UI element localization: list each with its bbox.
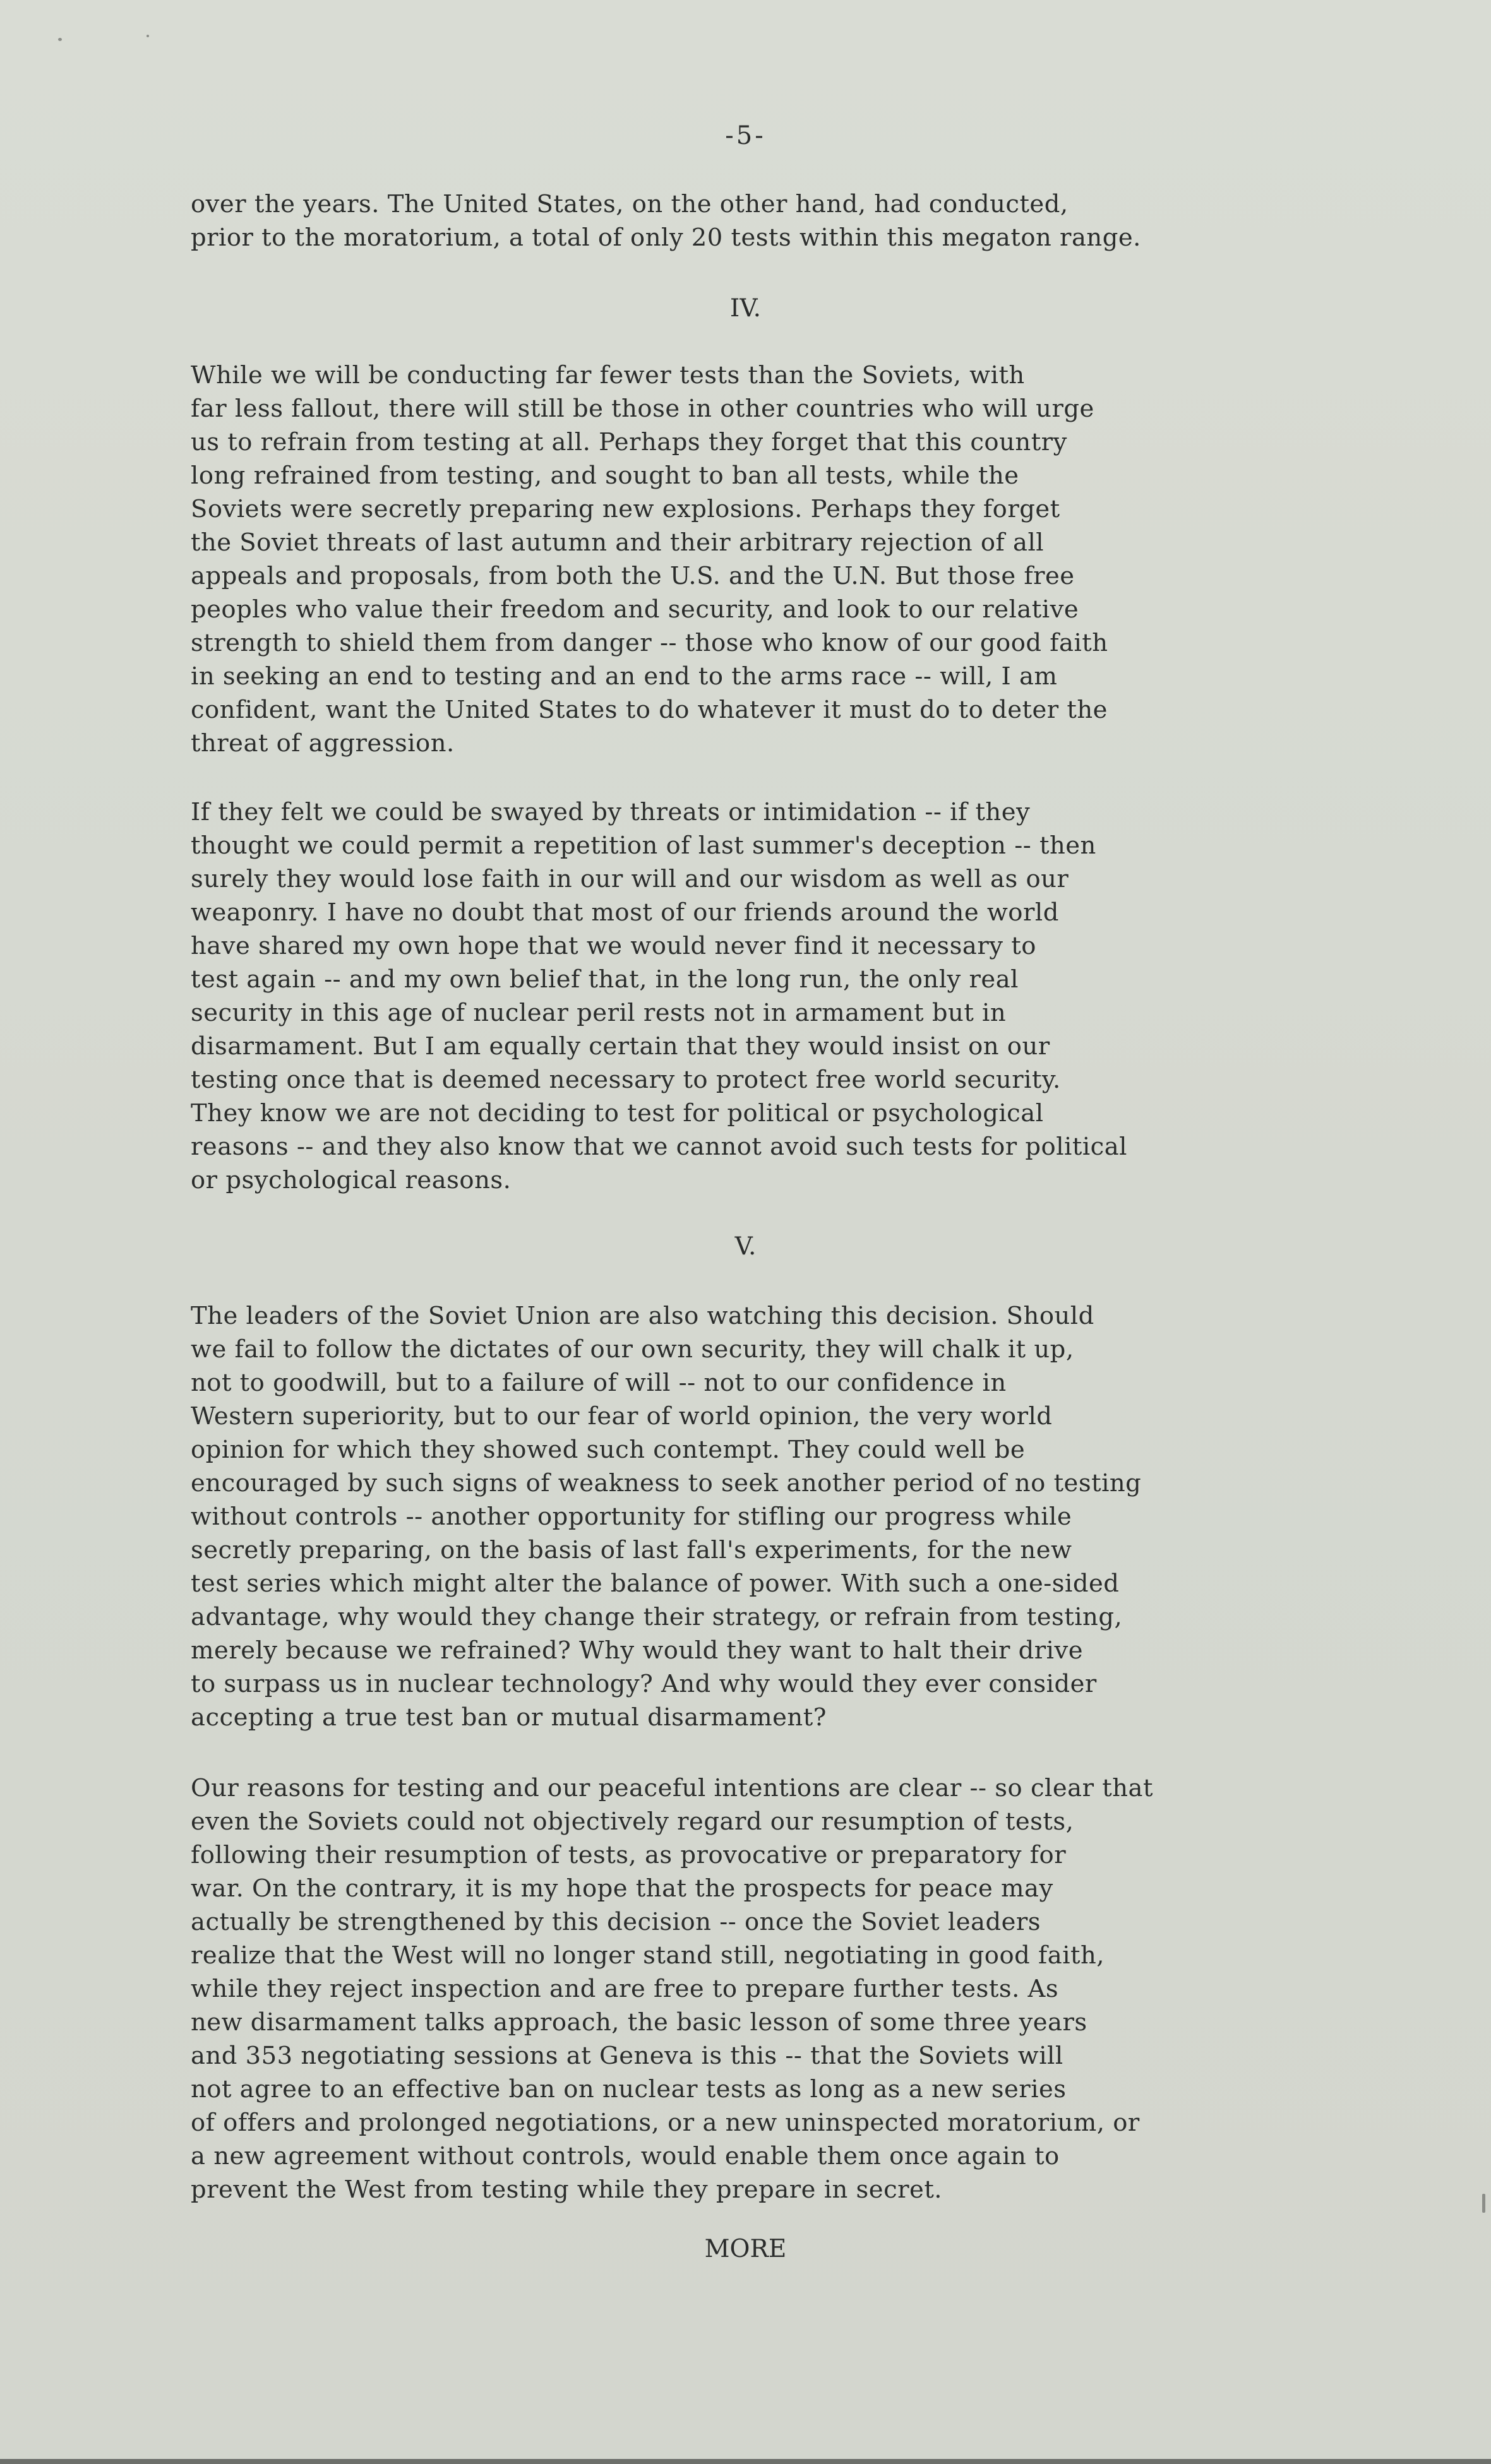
text-line: not agree to an effective ban on nuclear tests as long as a new series (191, 2075, 1067, 2104)
section-v-paragraph-1 (191, 1299, 1353, 1734)
text-line: test series which might alter the balance of power. With such a one-sided (191, 1569, 1120, 1598)
text-line: we fail to follow the dictates of our own security, they will chalk it up, (191, 1335, 1074, 1364)
text-line: surely they would lose faith in our will and our wisdom as well as our (191, 865, 1069, 893)
text-line: appeals and proposals, from both the U.S. and the U.N. But those free (191, 562, 1075, 590)
text-line: test again -- and my own belief that, in the long run, the only real (191, 965, 1019, 994)
text-line: realize that the West will no longer stand still, negotiating in good faith, (191, 1941, 1105, 1970)
text-line: to surpass us in nuclear technology? And why would they ever consider (191, 1670, 1097, 1698)
text-line: a new agreement without controls, would enable them once again to (191, 2142, 1060, 2170)
text-line: prevent the West from testing while they prepare in secret. (191, 2175, 943, 2204)
text-line: security in this age of nuclear peril rests not in armament but in (191, 999, 1007, 1027)
text-line: threat of aggression. (191, 729, 455, 758)
text-line: weaponry. I have no doubt that most of our friends around the world (191, 898, 1059, 927)
text-line: while they reject inspection and are free to prepare further tests. As (191, 1975, 1059, 2003)
text-line: far less fallout, there will still be those in other countries who will urge (191, 395, 1094, 423)
text-line: accepting a true test ban or mutual disarmament? (191, 1703, 827, 1732)
text-line: testing once that is deemed necessary to protect free world security. (191, 1066, 1061, 1094)
text-line: While we will be conducting far fewer tests than the Soviets, with (191, 361, 1025, 390)
text-line: even the Soviets could not objectively regard our resumption of tests, (191, 1807, 1074, 1836)
text-line: following their resumption of tests, as provocative or preparatory for (191, 1841, 1067, 1869)
text-line: over the years. The United States, on the other hand, had conducted, (191, 190, 1069, 218)
text-line: encouraged by such signs of weakness to seek another period of no testing (191, 1469, 1142, 1497)
text-line: not to goodwill, but to a failure of will -- not to our confidence in (191, 1369, 1007, 1397)
text-line: The leaders of the Soviet Union are also watching this decision. Should (191, 1302, 1094, 1330)
text-line: long refrained from testing, and sought to ban all tests, while the (191, 461, 1019, 490)
section-iv-paragraph-2 (191, 795, 1353, 1197)
text-line: secretly preparing, on the basis of last fall's experiments, for the new (191, 1536, 1072, 1564)
section-iv-paragraph-1 (191, 359, 1353, 760)
text-line: Western superiority, but to our fear of world opinion, the very world (191, 1402, 1053, 1431)
paper-speck (58, 38, 62, 41)
text-line: and 353 negotiating sessions at Geneva is this -- that the Soviets will (191, 2042, 1063, 2070)
text-line: advantage, why would they change their strategy, or refrain from testing, (191, 1603, 1123, 1631)
text-line: us to refrain from testing at all. Perhaps they forget that this country (191, 428, 1067, 456)
text-line: Our reasons for testing and our peaceful intentions are clear -- so clear that (191, 1774, 1153, 1802)
section-v-paragraph-2 (191, 1771, 1353, 2206)
text-line: or psychological reasons. (191, 1166, 512, 1194)
section-heading-iv: IV. (729, 294, 762, 323)
text-line: in seeking an end to testing and an end to the arms race -- will, I am (191, 662, 1058, 691)
text-line: peoples who value their freedom and security, and look to our relative (191, 595, 1079, 624)
text-line: They know we are not deciding to test for political or psychological (191, 1099, 1044, 1128)
text-line: new disarmament talks approach, the basic lesson of some three years (191, 2008, 1087, 2037)
text-line: the Soviet threats of last autumn and their arbitrary rejection of all (191, 528, 1045, 557)
text-line: thought we could permit a repetition of last summer's deception -- then (191, 831, 1096, 860)
text-line: have shared my own hope that we would never find it necessary to (191, 932, 1036, 960)
text-line: opinion for which they showed such contempt. They could well be (191, 1436, 1026, 1464)
page-bottom-edge (0, 2459, 1491, 2464)
text-line: Soviets were secretly preparing new explosions. Perhaps they forget (191, 495, 1060, 523)
text-line: actually be strengthened by this decision -- once the Soviet leaders (191, 1908, 1041, 1936)
text-line: of offers and prolonged negotiations, or a new uninspected moratorium, or (191, 2109, 1140, 2137)
paper-speck (1482, 2194, 1485, 2213)
text-line: without controls -- another opportunity for stifling our progress while (191, 1503, 1072, 1531)
page-number: -5- (725, 121, 766, 150)
text-line: disarmament. But I am equally certain that they would insist on our (191, 1032, 1050, 1061)
continuation-marker: MORE (704, 2235, 787, 2263)
text-line: strength to shield them from danger -- those who know of our good faith (191, 629, 1108, 657)
text-line: If they felt we could be swayed by threats or intimidation -- if they (191, 798, 1031, 826)
section-heading-v: V. (734, 1232, 757, 1261)
text-line: merely because we refrained? Why would they want to halt their drive (191, 1636, 1083, 1665)
text-line: prior to the moratorium, a total of only 20 tests within this megaton range. (191, 223, 1141, 252)
text-line: war. On the contrary, it is my hope that the prospects for peace may (191, 1874, 1053, 1903)
text-line: confident, want the United States to do whatever it must do to deter the (191, 696, 1108, 724)
text-line: reasons -- and they also know that we cannot avoid such tests for political (191, 1133, 1127, 1161)
paper-speck (147, 35, 149, 37)
intro-paragraph (191, 187, 1353, 254)
